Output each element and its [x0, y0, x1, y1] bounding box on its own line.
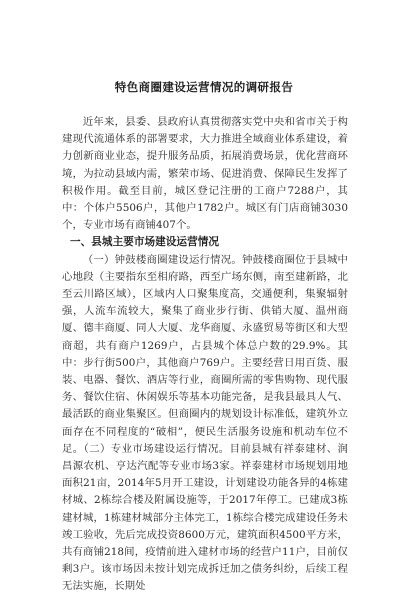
document-body: [62, 114, 348, 596]
intro-paragraph: 近年来，县委、县政府认真贯彻落实党中央和省市关于构建现代流通体系的部署要求，大力推进全域商业体系建设，着力创新商业业态，提升服务品质，拓展消费场景，优化营商环境，为拉动县域内需，繁荣市场、促进消费、保障民生发挥了积极作用。截至目前，城区登记注册的工商户7288户，其中：个体户5506户，其他户1782户。城区有门店商铺3030个，专业市场有商铺407个。: [62, 116, 348, 232]
section-paragraph: （一）钟鼓楼商圈建设运行情况。钟鼓楼商圈位于县城中心地段（主要指东至相府路，西至广场东侧，南至建新路，北至云川路区域），区域内人口聚集度高，交通便利，集聚辐射强，人流车流较大，聚集了商业步行街、供销大厦、温州商厦、德丰商厦、同人大厦、龙华商厦、永盛贸易等街区和大型商超，共有商户1269户，占县城个体总户数的29.9%。其中：步行街500户，其他商户769户。主要经营日用百货、服装、电器、餐饮、酒店等行业，商圈所需的零售购物、现代服务、餐饮住宿、休闲娱乐等基本功能完备，是我县最具人气、最活跃的商业集聚区。但商圈内的规划设计标准低，建筑外立面存在不同程度的“破相”，便民生活服务设施和机动车位不足。（二）专业市场建设运行情况。目前县城有祥泰建材、润昌源农机、亨达汽配等专业市场3家。祥泰建材市场规划用地面积21亩，2014年5月开工建设，计划建设功能各异的4栋建材城、2栋综合楼及附属设施等，于2017年停工。已建成3栋建材城，1栋建材城部分主体完工，1栋综合楼完成建设任务未竣工验收，先后完成投资8600万元，建筑面积4500平方米，共有商铺218间，疫情前进入建材市场的经营户11户，目前仅剩3户。该市场因未按计划完成拆迁加之债务纠纷，后续工程无法实施，长期处: [62, 253, 348, 593]
document-title: 特色商圈建设运营情况的调研报告: [114, 80, 294, 94]
section-heading: 一、县城主要市场建设运营情况: [70, 236, 220, 249]
